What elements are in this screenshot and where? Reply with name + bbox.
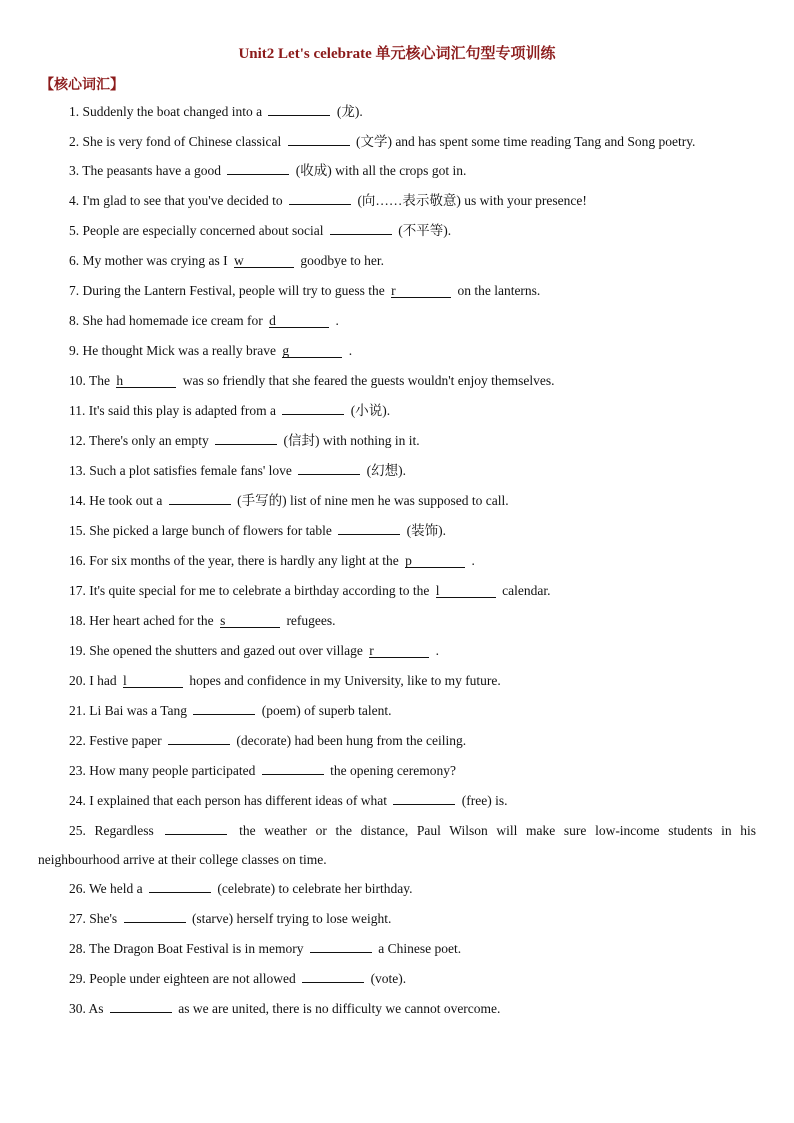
item-number: 3. [69, 163, 83, 178]
item-text-before: It's quite special for me to celebrate a birthday according to the [89, 583, 433, 598]
item-text-after: the weather or the distance, Paul Wilson will make sure low-income students in his neighbourhood arrive at their college classes on time. [38, 823, 756, 867]
item-text-after: (信封) with nothing in it. [280, 433, 420, 448]
answer-blank[interactable] [124, 909, 186, 923]
exercise-item [38, 426, 756, 456]
item-text-before: People under eighteen are not allowed [89, 971, 300, 986]
exercise-item [38, 246, 756, 276]
item-text-before: The peasants have a good [82, 163, 225, 178]
answer-blank[interactable]: s [220, 614, 280, 628]
item-text-before: The Dragon Boat Festival is in memory [89, 941, 307, 956]
item-text-before: I explained that each person has different ideas of what [89, 793, 391, 808]
item-number: 24. [69, 793, 90, 808]
exercise-item [38, 576, 756, 606]
answer-blank[interactable] [268, 102, 330, 116]
item-text-after: (手写的) list of nine men he was supposed to call. [233, 493, 509, 508]
item-number: 17. [69, 583, 90, 598]
exercise-item [38, 336, 756, 366]
answer-blank[interactable] [227, 161, 289, 175]
item-number: 29. [69, 971, 90, 986]
item-text-before: She is very fond of Chinese classical [82, 134, 285, 149]
answer-blank[interactable] [193, 701, 255, 715]
item-text-before: People are especially concerned about social [82, 223, 327, 238]
item-number: 5. [69, 223, 83, 238]
item-text-before: Festive paper [89, 733, 165, 748]
answer-blank[interactable] [262, 761, 324, 775]
item-text-after: (小说). [347, 403, 391, 418]
item-number: 16. [69, 553, 90, 568]
item-text-after: (不平等). [394, 223, 452, 238]
exercise-item [38, 516, 756, 546]
exercise-item [38, 786, 756, 816]
exercise-item [38, 366, 756, 396]
exercise-item [38, 186, 756, 216]
exercise-item [38, 97, 756, 127]
item-text-after: . [332, 313, 339, 328]
item-text-before: As [88, 1001, 107, 1016]
item-number: 9. [69, 343, 83, 358]
item-text-before: I'm glad to see that you've decided to [82, 193, 287, 208]
answer-blank[interactable] [298, 461, 360, 475]
answer-blank[interactable] [110, 999, 172, 1013]
exercise-item [38, 934, 756, 964]
answer-blank[interactable]: d [269, 314, 329, 328]
item-text-after: (celebrate) to celebrate her birthday. [214, 881, 413, 896]
item-text-before: She's [89, 911, 121, 926]
item-text-after: refugees. [283, 613, 336, 628]
item-number: 2. [69, 134, 83, 149]
answer-blank[interactable] [338, 521, 400, 535]
item-text-before: During the Lantern Festival, people will try to guess the [82, 283, 389, 298]
answer-blank[interactable]: h [116, 374, 176, 388]
item-text-before: Such a plot satisfies female fans' love [89, 463, 296, 478]
answer-blank[interactable] [215, 431, 277, 445]
exercise-item [38, 456, 756, 486]
item-number: 23. [69, 763, 90, 778]
item-number: 18. [69, 613, 90, 628]
exercise-item [38, 306, 756, 336]
answer-blank[interactable] [289, 191, 351, 205]
exercise-item [38, 127, 756, 156]
item-number: 30. [69, 1001, 89, 1016]
item-number: 19. [69, 643, 90, 658]
exercise-item [38, 666, 756, 696]
item-number: 12. [69, 433, 90, 448]
answer-blank[interactable]: p [405, 554, 465, 568]
item-number: 13. [69, 463, 90, 478]
item-number: 25. [69, 823, 95, 838]
item-text-after: was so friendly that she feared the guests wouldn't enjoy themselves. [179, 373, 555, 388]
answer-blank[interactable] [165, 821, 227, 835]
answer-blank[interactable] [149, 879, 211, 893]
item-text-before: She had homemade ice cream for [82, 313, 267, 328]
item-number: 20. [69, 673, 90, 688]
item-text-before: It's said this play is adapted from a [88, 403, 280, 418]
exercise-item [38, 904, 756, 934]
item-text-before: The [89, 373, 114, 388]
item-number: 11. [69, 403, 89, 418]
item-text-after: (装饰). [403, 523, 447, 538]
item-text-before: Regardless [94, 823, 163, 838]
exercise-item [38, 964, 756, 994]
item-text-before: She picked a large bunch of flowers for table [89, 523, 336, 538]
exercise-item [38, 486, 756, 516]
item-text-after: a Chinese poet. [374, 941, 462, 956]
item-number: 4. [69, 193, 83, 208]
item-text-after: (向……表示敬意) us with your presence! [354, 193, 587, 208]
exercise-item [38, 276, 756, 306]
answer-blank[interactable] [302, 969, 364, 983]
exercise-item [38, 696, 756, 726]
answer-blank[interactable] [393, 791, 455, 805]
item-text-before: Suddenly the boat changed into a [82, 104, 266, 119]
item-text-before: Li Bai was a Tang [89, 703, 191, 718]
exercise-item [38, 396, 756, 426]
item-text-before: He took out a [89, 493, 166, 508]
answer-blank[interactable] [282, 401, 344, 415]
answer-blank[interactable]: l [123, 674, 183, 688]
item-text-before: He thought Mick was a really brave [82, 343, 280, 358]
item-text-after: calendar. [498, 583, 551, 598]
item-text-before: Her heart ached for the [89, 613, 218, 628]
item-text-after: . [345, 343, 353, 358]
item-text-after: as we are united, there is no difficulty we cannot overcome. [174, 1001, 501, 1016]
item-text-after: (poem) of superb talent. [258, 703, 392, 718]
exercise-list [38, 97, 756, 1024]
exercise-item [38, 756, 756, 786]
answer-blank[interactable]: r [369, 644, 429, 658]
answer-blank[interactable]: r [391, 284, 451, 298]
item-text-after: (starve) herself trying to lose weight. [188, 911, 392, 926]
item-number: 21. [69, 703, 90, 718]
answer-blank[interactable] [288, 132, 350, 146]
item-number: 10. [69, 373, 90, 388]
item-number: 27. [69, 911, 90, 926]
item-text-before: She opened the shutters and gazed out over village [89, 643, 367, 658]
item-text-after: (decorate) had been hung from the ceiling. [232, 733, 467, 748]
item-text-after: (文学) and has spent some time reading Tang and Song poetry. [352, 134, 696, 149]
item-text-after: (free) is. [458, 793, 508, 808]
item-number: 26. [69, 881, 90, 896]
page-title: Unit2 Let's celebrate 单元核心词汇句型专项训练 [238, 46, 556, 62]
item-text-before: For six months of the year, there is hardly any light at the [89, 553, 403, 568]
item-number: 15. [69, 523, 90, 538]
item-number: 7. [69, 283, 83, 298]
item-number: 6. [69, 253, 83, 268]
item-number: 8. [69, 313, 83, 328]
exercise-item [38, 874, 756, 904]
item-text-before: I had [89, 673, 120, 688]
exercise-item [38, 816, 756, 874]
exercise-item [38, 546, 756, 576]
exercise-item [38, 606, 756, 636]
item-text-after: hopes and confidence in my University, like to my future. [186, 673, 501, 688]
answer-blank[interactable] [169, 491, 231, 505]
item-text-before: My mother was crying as I [82, 253, 231, 268]
item-text-after: (收成) with all the crops got in. [292, 163, 467, 178]
item-text-after: on the lanterns. [454, 283, 541, 298]
item-text-before: There's only an empty [89, 433, 213, 448]
item-number: 1. [69, 104, 83, 119]
answer-blank[interactable] [330, 221, 392, 235]
item-text-after: (vote). [367, 971, 407, 986]
answer-blank[interactable]: l [436, 584, 496, 598]
section-heading: 【核心词汇】 [40, 77, 124, 93]
item-text-before: How many people participated [89, 763, 259, 778]
item-text-after: . [468, 553, 475, 568]
item-number: 22. [69, 733, 90, 748]
answer-blank[interactable] [168, 731, 230, 745]
item-text-after: the opening ceremony? [326, 763, 457, 778]
item-text-before: We held a [89, 881, 147, 896]
answer-blank[interactable]: w [234, 254, 294, 268]
answer-blank[interactable] [310, 939, 372, 953]
item-number: 28. [69, 941, 90, 956]
item-text-after: (幻想). [363, 463, 407, 478]
exercise-item [38, 726, 756, 756]
exercise-item [38, 156, 756, 186]
item-number: 14. [69, 493, 90, 508]
item-text-after: . [432, 643, 440, 658]
exercise-item [38, 216, 756, 246]
exercise-item [38, 636, 756, 666]
item-text-after: goodbye to her. [296, 253, 384, 268]
answer-blank[interactable]: g [282, 344, 342, 358]
exercise-item [38, 994, 756, 1024]
item-text-after: (龙). [333, 104, 363, 119]
